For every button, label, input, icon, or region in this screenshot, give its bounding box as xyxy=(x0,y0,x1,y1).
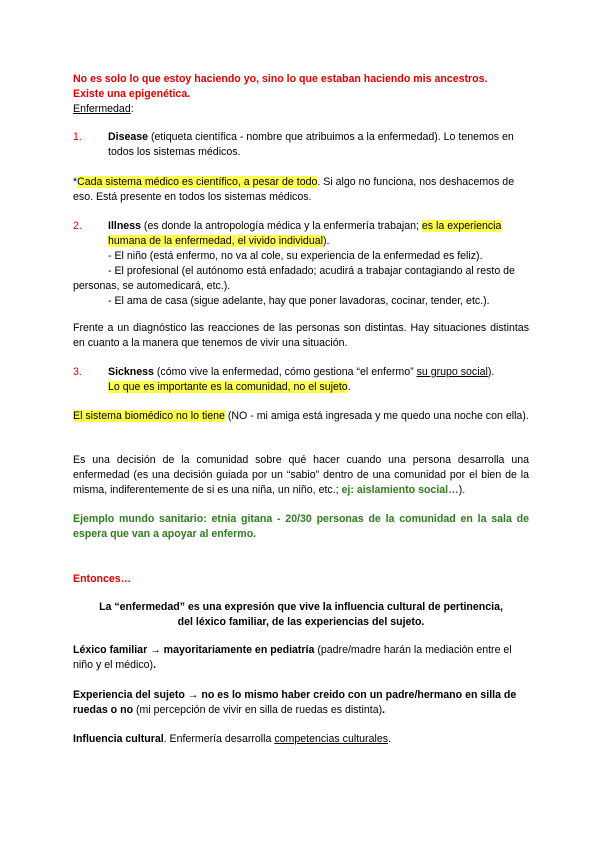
paragraph-comunidad xyxy=(73,453,529,498)
list-item-disease xyxy=(73,130,529,162)
term-disease: Disease xyxy=(108,131,149,143)
paragraph-influencia xyxy=(73,732,529,747)
sickness-dot: . xyxy=(347,381,351,393)
centered-statement xyxy=(73,600,529,630)
sickness-end: ). xyxy=(487,366,495,378)
note-star: * xyxy=(73,176,78,188)
entonces-heading: Entonces… xyxy=(73,573,132,585)
list-item-text xyxy=(108,130,529,160)
list-number-1: 1. xyxy=(73,131,82,143)
list-item-illness xyxy=(73,219,529,309)
comunidad-text: Es una decisión de la comunidad sobre qué hacer cuando una persona desarrolla una enfermedad (es una decisión guiada por un “sabio” dentro de una comunidad por el bien de la misma, indiferentemente de si es una niña, un niño, etc.; xyxy=(73,454,529,496)
paragraph-experiencia xyxy=(73,688,529,718)
biomedico-text: (NO - mi amiga está ingresada y me quedo una noche con ella). xyxy=(224,410,529,422)
note-text: . Si algo no funciona, nos deshacemos de eso. Está presente en todos los sistemas médicos. xyxy=(73,176,515,203)
note-scientific xyxy=(73,175,529,205)
biomedico-highlight: El sistema biomédico no lo tiene xyxy=(73,410,225,422)
influencia-end: . xyxy=(388,733,391,745)
heading-line-1: No es solo lo que estoy haciendo yo, sino lo que estaban haciendo mis ancestros. xyxy=(73,73,488,85)
sickness-text: (cómo vive la enfermedad, cómo gestiona “el enfermo” xyxy=(153,366,417,378)
list-number-2: 2. xyxy=(73,220,82,232)
example-sanitario: Ejemplo mundo sanitario: etnia gitana - 20/30 personas de la comunidad en la sala de espera que van a apoyar al enfermo. xyxy=(73,513,529,540)
paragraph-lexico xyxy=(73,643,529,673)
subtitle-colon: : xyxy=(130,103,134,115)
experiencia-bold: Experiencia del sujeto → no es lo mismo haber creido con un padre/hermano en silla de ruedas o no xyxy=(73,689,517,716)
centered-line-1: La “enfermedad” es una expresión que vive la influencia cultural de pertinencia, xyxy=(99,601,503,613)
influencia-underline: competencias culturales xyxy=(274,733,389,745)
list-item-text xyxy=(108,219,529,249)
subtitle-text: Enfermedad xyxy=(73,103,131,115)
heading-line-2: Existe una epigenética. xyxy=(73,88,191,100)
sickness-highlight: Lo que es importante es la comunidad, no el sujeto xyxy=(108,381,348,393)
lexico-text: (padre/madre harán la mediación entre el niño y el médico) xyxy=(73,644,512,671)
comunidad-end: ). xyxy=(458,484,466,496)
illness-text: (es donde la antropología médica y la enfermería trabajan; xyxy=(140,220,422,232)
sub-item-nino: - El niño (está enfermo, no va al cole, su experiencia de la enfermedad es feliz). xyxy=(108,250,483,262)
list-item-sickness xyxy=(73,365,529,397)
sub-item-profesional: - El profesional (el autónomo está enfadado; acudirá a trabajar contagiando al resto de personas, se automedicará, etc.). xyxy=(73,265,515,292)
term-illness: Illness xyxy=(108,220,141,232)
disease-text: (etiqueta científica - nombre que atribuimos a la enfermedad). Lo tenemos en todos los sistemas médicos. xyxy=(108,131,514,158)
centered-line-2: del léxico familiar, de las experiencias del sujeto. xyxy=(177,616,425,628)
sub-item-ama-de-casa: - El ama de casa (sigue adelante, hay que poner lavadoras, cocinar, tender, etc.). xyxy=(108,295,490,307)
heading-block xyxy=(73,72,529,117)
experiencia-end: . xyxy=(382,704,386,716)
list-number-3: 3. xyxy=(73,366,82,378)
paragraph-biomedico xyxy=(73,409,529,424)
influencia-bold: Influencia cultural xyxy=(73,733,164,745)
illness-sub-items xyxy=(73,249,529,309)
section-subtitle xyxy=(73,102,529,117)
influencia-text: . Enfermería desarrolla xyxy=(163,733,275,745)
sickness-underline: su grupo social xyxy=(416,366,488,378)
paragraph-diagnostico: Frente a un diagnóstico las reacciones de las personas son distintas. Hay situaciones distintas en cuanto a la manera que tenemos de vivir una situación. xyxy=(73,322,529,349)
illness-highlight: es la experiencia humana de la enfermedad, el vivido individual xyxy=(108,220,502,247)
lexico-end: . xyxy=(153,659,157,671)
lexico-bold: Léxico familiar → mayoritariamente en pediatría xyxy=(73,644,315,656)
comunidad-example: ej: aislamiento social… xyxy=(341,484,459,496)
term-sickness: Sickness xyxy=(108,366,154,378)
experiencia-text: (mi percepción de vivir en silla de ruedas es distinta) xyxy=(133,704,383,716)
list-item-text xyxy=(108,365,529,395)
note-highlight: Cada sistema médico es científico, a pesar de todo xyxy=(77,176,318,188)
illness-end: ). xyxy=(322,235,330,247)
